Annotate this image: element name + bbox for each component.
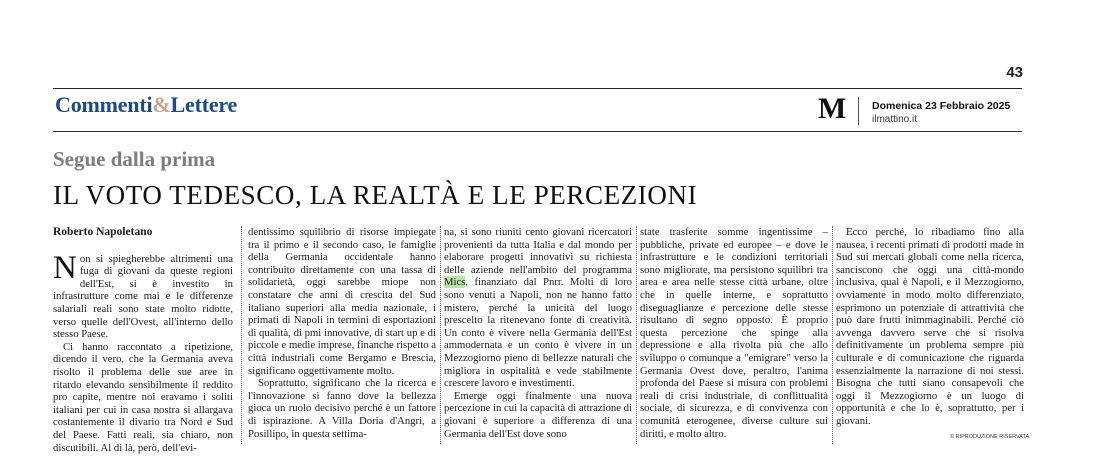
- article-column-4: [640, 226, 828, 446]
- paragraph: Emerge oggi finalmente una nuova percezione in cui la capacità di attrazione di giovani è superiore a differenza di una Germania dell'Est dove sono: [444, 389, 632, 440]
- paragraph: state trasferite somme ingentissime – pubbliche, private ed europee – e dove le infrastrutture e le condizioni territoriali sono migliorate, ma persistono squilibri tra area e area nelle stesse città urbane, oltre che in quelle interne, e soprattutto diseguaglianze e percezione delle stesse risultano di segno opposto. È proprio questa percezione che spinge alla depressione e alla rivolta più che allo sviluppo o comunque a "emigrare" verso la Germania Ovest dove, peraltro, l'anima profonda del Paese si misura con problemi reali di crisi industriale, di conflittualità sociale, di sicurezza, e di convivenza con comunità eterogenee, diverse culture sui diritti, e molto altro.: [640, 226, 828, 440]
- site-url: ilmattino.it: [872, 114, 918, 125]
- paragraph: dentissimo squilibrio di risorse impiegate tra il primo e il secondo caso, le famiglie della Germania occidentale hanno contribuito direttamente con una tassa di solidarietà, oggi sarebbe miope non constatare che anni di crescita del Sud italiano superiori alla media nazionale, i primati di Napoli in termini di esportazioni di qualità, di pmi innovative, di start up e di piccole e medie imprese, finanche rispetto a città industriali come Bergamo e Brescia, significano oggettivamente molto.: [248, 226, 436, 377]
- column-divider: [636, 226, 637, 444]
- paragraph: [53, 249, 233, 341]
- column-divider: [241, 226, 242, 444]
- column-divider: [440, 226, 441, 444]
- paragraph: [444, 226, 632, 390]
- headline: IL VOTO TEDESCO, LA REALTÀ E LE PERCEZIONI: [53, 180, 698, 210]
- copyright-notice: © RIPRODUZIONE RISERVATA: [950, 434, 1030, 440]
- article-column-5: [836, 226, 1024, 446]
- article-column-3: [444, 226, 632, 446]
- author-name: Roberto Napoletano: [53, 226, 153, 238]
- drop-cap: N: [53, 249, 77, 286]
- paragraph-text: , finanziato dal Pnrr. Molti di loro sono venuti a Napoli, non ne hanno fatto mistero, perché la unicità del luogo prescelto la ritenevano fonte di creatività. Un conto è vivere nella Germania dell'Est ammodernata e un conto è vivere in un Mezzogiorno pieno di bellezze naturali che migliora in ospitalità e vede stabilmente crescere lavoro e investimenti.: [444, 276, 632, 390]
- paragraph: Ecco perché, lo ribadiamo fino alla nausea, i recenti primati di prodotti made in Sud sui mercati globali come nella ricerca, sanciscono che oggi una città-mondo inclusiva, qual è Napoli, e il Mezzogiorno, ovviamente in modo molto differenziato, esprimono un potenziale di attrattività che può dare frutti inimmaginabili. Perché ciò avvenga davvero serve che si risolva definitivamente un problema sempre più culturale e di comunicazione che riguarda essenzialmente la narrazione di noi stessi. Bisogna che tutti siano consapevoli che oggi il Mezzogiorno è un luogo di opportunità e che lo è, soprattutto, per i giovani.: [836, 226, 1024, 427]
- kicker: Segue dalla prima: [53, 147, 216, 171]
- paragraph: Soprattutto, significano che la ricerca e l'innovazione si fanno dove la bellezza gioca un ruolo decisivo perché è un fattore di ispirazione. A Villa Doria d'Angri, a Posillipo, in questa settima-: [248, 377, 436, 440]
- page-number: 43: [1006, 64, 1023, 81]
- column-divider: [832, 226, 833, 444]
- section-title-word2: Lettere: [170, 92, 238, 117]
- article-column-1: [53, 226, 233, 454]
- section-title-ampersand: &: [152, 92, 171, 117]
- paragraph-text: na, si sono riuniti cento giovani ricercatori provenienti da tutta Italia e dal mondo per elaborare progetti innovativi su richiesta delle aziende nell'ambito del programma: [444, 226, 632, 276]
- masthead-separator: [858, 97, 859, 125]
- issue-date: Domenica 23 Febbraio 2025: [872, 100, 1011, 112]
- section-title-word1: Commenti: [55, 92, 153, 117]
- paragraph-text: on si spiegherebbe altrimenti una fuga di giovani da queste regioni dell'Est, si è investito in infrastrutture come mai e le differenze salariali reali sono state molto ridotte, verso quelle dell'Ovest, all'interno dello stesso Paese.: [53, 252, 233, 341]
- header-rule: [53, 131, 1022, 132]
- highlighted-term: Mics: [444, 276, 466, 289]
- section-title: [55, 92, 237, 118]
- paragraph: Ci hanno raccontato a ripetizione, dicendo il vero, che la Germania aveva risolto il problema delle sue aree in ritardo elevando sensibilmente il reddito pro capite, mentre noi eravamo i soliti italiani per cui in casa nostra si allargava costantemente il divario tra Nord e Sud del Paese. Fatti reali, sia chiaro, non discutibili. Al di là, però, dell'evi-: [53, 340, 233, 454]
- article-column-2: [248, 226, 436, 446]
- masthead-logo: M: [818, 92, 847, 125]
- top-rule: [53, 88, 1022, 89]
